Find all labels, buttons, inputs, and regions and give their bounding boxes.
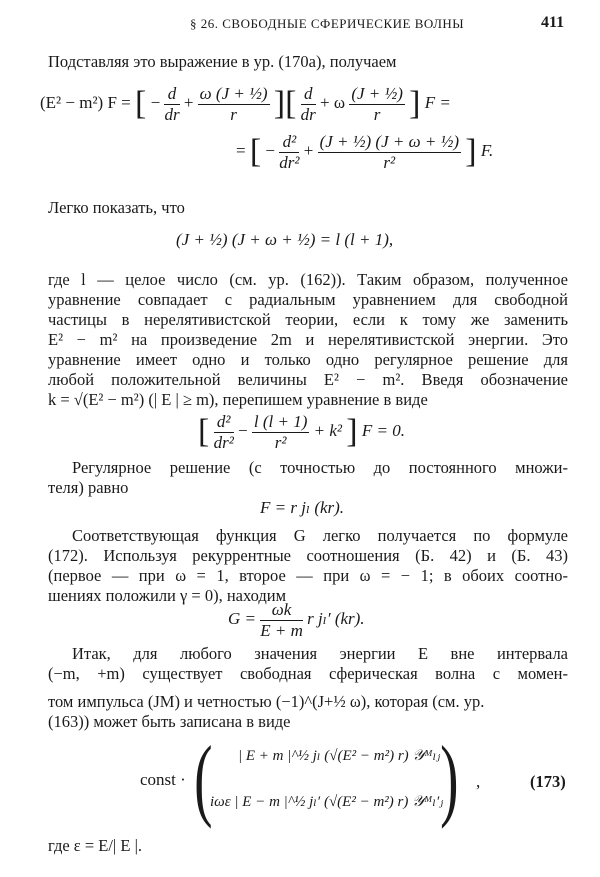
paragraph-line: Итак, для любого значения энергии E вне интервала xyxy=(72,644,568,663)
section-title: § 26. СВОБОДНЫЕ СФЕРИЧЕСКИЕ ВОЛНЫ xyxy=(190,16,465,31)
formula-6: G = $\frac{\omega k}{E + m}$ r jₗ′ (kr). xyxy=(228,600,365,640)
paragraph-line: Легко показать, что xyxy=(48,198,185,217)
paragraph-line: Соответствующая функция G легко получается по формуле xyxy=(72,526,568,545)
formula-4: [ $\frac{\text{d²}}{\text{dr²}}$ − $\frac{l (l + 1)}{\text{r²}}$ + k² ] F = 0. xyxy=(198,412,405,452)
paragraph-line: Подставляя это выражение в ур. (170а), получаем xyxy=(48,52,397,71)
paragraph-line: частицы в нерелятивистской теории, если к тому же заменить xyxy=(48,310,568,329)
paragraph-line: уравнение совпадает с радиальным уравнением для свободной xyxy=(48,290,568,309)
paragraph-line: где ε = E/| E |. xyxy=(48,836,142,855)
paragraph-line: (163)) может быть записана в виде xyxy=(48,712,291,731)
paragraph-line: любой положительной величины E² − m². Введя обозначение xyxy=(48,370,568,389)
paragraph-line: (первое — при ω = 1, второе — при ω = − 1; в обоих соотно- xyxy=(48,566,568,585)
fraction: $\frac{\text{d²}}{\text{dr²}}$ xyxy=(279,132,300,172)
paragraph-line: (−m, +m) существует свободная сферическая волна с момен- xyxy=(48,664,568,683)
paragraph-line: шениях положили γ = 0), находим xyxy=(48,586,287,605)
const-label: const · xyxy=(140,770,186,789)
page-number: 411 xyxy=(541,14,565,31)
paragraph-line: E² − m² на произведение 2m и нерелятивистской энергии. Это xyxy=(48,330,568,349)
formula-3: (J + ½) (J + ω + ½) = l (l + 1), xyxy=(176,230,394,249)
fraction: $\frac{d}{dr}$ xyxy=(300,84,316,124)
formula-1: (E² − m²) F = [ − $\frac{d}{dr}$ + $\frac{\text{ω (J + ½)}}{r}$ ][ $\frac{d}{dr}$ + ω $\frac{\text{(J + ½)}}{r}$ ] F = xyxy=(40,84,451,124)
column-vector: ( | E + m |^½ jₗ (√(E² − m²) r) 𝒴ᴹₗⱼ iωε | E − m |^½ jₗ′ (√(E² − m²) r) 𝒴ᴹₗ′ⱼ ) xyxy=(194,727,459,829)
equation-number: (173) xyxy=(530,772,566,791)
paragraph-line: уравнение имеет одно и только одно регулярное решение для xyxy=(48,350,568,369)
fraction: $\frac{\text{d²}}{\text{dr²}}$ xyxy=(213,412,234,452)
fraction: $\frac{\text{(J + ½)}}{r}$ xyxy=(351,84,403,124)
paragraph-line: k = √(E² − m²) (| E | ≥ m), перепишем уравнение в виде xyxy=(48,390,428,409)
paragraph-line: где l — целое число (см. ур. (162)). Таким образом, полученное xyxy=(48,270,568,289)
formula-2: = [ − $\frac{\text{d²}}{\text{dr²}}$ + $\frac{\text{(J + ½) (J + ω + ½)}}{\text{r²}}$ ] F. xyxy=(236,132,494,172)
comma: , xyxy=(476,772,481,791)
paragraph-line: теля) равно xyxy=(48,478,129,497)
fraction: $\frac{\text{(J + ½) (J + ω + ½)}}{\text{r²}}$ xyxy=(319,132,459,172)
formula-5: F = r jₗ (kr). xyxy=(260,498,345,517)
page-header xyxy=(0,14,600,38)
fraction: $\frac{\text{ω (J + ½)}}{r}$ xyxy=(199,84,268,124)
paragraph-line: (172). Используя рекуррентные соотношения (Б. 42) и (Б. 43) xyxy=(48,546,568,565)
fraction: $\frac{l (l + 1)}{\text{r²}}$ xyxy=(253,412,308,452)
paragraph-line: том импульса (JM) и четностью (−1)^(J+½ ω), которая (см. ур. xyxy=(48,692,485,711)
paragraph-line: Регулярное решение (с точностью до постоянного множи- xyxy=(72,458,568,477)
vector-row-1: | E + m |^½ jₗ (√(E² − m²) r) 𝒴ᴹₗⱼ xyxy=(238,748,441,764)
fraction: $\frac{d}{dr}$ xyxy=(164,84,180,124)
fraction: $\frac{\omega k}{E + m}$ xyxy=(260,600,303,640)
vector-row-2: iωε | E − m |^½ jₗ′ (√(E² − m²) r) 𝒴ᴹₗ′ⱼ xyxy=(210,794,444,810)
